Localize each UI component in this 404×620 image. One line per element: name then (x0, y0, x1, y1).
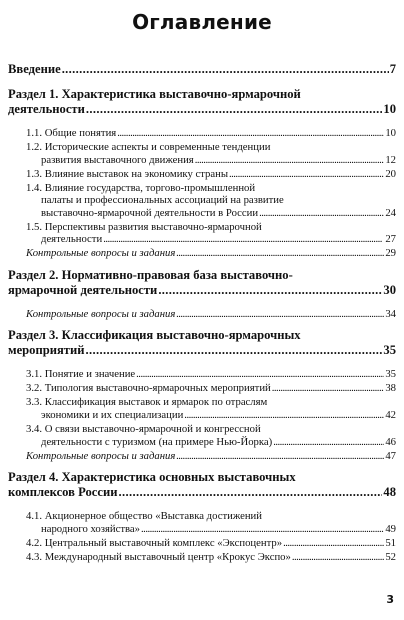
toc-entry-text: 1.4. Влияние государства, торгово-промышленной (26, 181, 256, 194)
toc-questions-entry[interactable] (8, 308, 396, 321)
toc-entry-text: комплексов России (8, 485, 118, 500)
toc-section-entry[interactable] (8, 470, 396, 500)
toc-entry-text: 3.3. Классификация выставок и ярмарок по отраслям (26, 396, 268, 409)
dot-leader (62, 62, 389, 77)
toc-page-number: 51 (385, 536, 396, 549)
toc-subsection-entry[interactable] (8, 382, 396, 395)
toc-entry-text: деятельности с туризмом (на примере Нью-Йорка) (41, 435, 273, 448)
dot-leader (86, 102, 383, 117)
toc-entry-text: Контрольные вопросы и задания (26, 307, 176, 320)
dot-leader (86, 343, 383, 358)
toc-page-number: 30 (383, 282, 396, 297)
toc-section-entry[interactable] (8, 62, 396, 77)
toc-entry-text: 4.2. Центральный выставочный комплекс «Экспоцентр» (26, 536, 283, 549)
dot-leader (283, 537, 384, 550)
toc-section-entry[interactable] (8, 87, 396, 117)
toc-entry-text: 1.2. Исторические аспекты и современные тенденции (26, 140, 271, 153)
toc-entry-text: народного хозяйства» (41, 522, 141, 535)
toc-page-number: 12 (385, 153, 396, 166)
toc-page-number: 35 (383, 343, 396, 358)
toc-subsection-entry[interactable] (8, 368, 396, 381)
toc-subsection-entry[interactable] (8, 537, 396, 550)
dot-leader (141, 523, 384, 536)
toc-entry-text: Раздел 4. Характеристика основных выставочных (8, 470, 296, 485)
toc-page-number: 35 (385, 368, 396, 381)
toc-subsection-entry[interactable] (8, 510, 396, 535)
toc-entry-text: экономики и их специализации (41, 409, 184, 422)
dot-leader (158, 283, 382, 298)
toc-entry-text: палаты и профессиональных ассоциаций на развитие (41, 194, 284, 207)
toc-subsection-entry[interactable] (8, 127, 396, 140)
dot-leader (103, 233, 384, 246)
toc-page-number: 20 (385, 167, 396, 180)
toc-entry-text: 1.3. Влияние выставок на экономику страны (26, 167, 228, 180)
dot-leader (118, 485, 382, 500)
toc-entry-text: Введение (8, 62, 61, 76)
toc-page-number: 42 (385, 409, 396, 422)
toc-entry-text: Раздел 2. Нормативно-правовая база выставочно- (8, 267, 293, 282)
toc-page-number: 49 (385, 522, 396, 535)
toc-page-number: 38 (385, 382, 396, 395)
page-title: Оглавление (132, 10, 272, 34)
dot-leader (176, 247, 384, 260)
toc-entry-text: ярмарочной деятельности (8, 282, 158, 297)
toc-page-number: 52 (385, 550, 396, 563)
toc-page-number: 10 (385, 127, 396, 139)
toc-entry-text: 4.3. Международный выставочный центр «Крокус Экспо» (26, 550, 291, 563)
toc-subsection-entry[interactable] (8, 141, 396, 166)
toc-subsection-entry[interactable] (8, 182, 396, 220)
dot-leader (136, 368, 384, 381)
toc-entry-text: деятельности (41, 233, 103, 246)
toc-entry-text: 1.5. Перспективы развития выставочно-ярмарочной (26, 220, 262, 233)
dot-leader (117, 127, 384, 140)
toc-questions-entry[interactable] (8, 247, 396, 260)
toc-entry-text: Раздел 3. Классификация выставочно-ярмарочных (8, 328, 301, 343)
toc-entry-text: 4.1. Акционерное общество «Выставка достижений (26, 510, 262, 523)
toc-entry-text: 1.1. Общие понятия (26, 127, 117, 139)
toc-subsection-entry[interactable] (8, 423, 396, 448)
toc-entry-text: Контрольные вопросы и задания (26, 247, 176, 260)
dot-leader (176, 450, 384, 463)
toc-entry-text: 3.4. О связи выставочно-ярмарочной и конгрессной (26, 423, 261, 436)
toc-questions-entry[interactable] (8, 450, 396, 463)
table-of-contents (8, 62, 396, 563)
toc-page-number: 7 (389, 62, 396, 76)
toc-entry-text: мероприятий (8, 343, 85, 358)
dot-leader (292, 551, 384, 564)
toc-page-number: 27 (385, 233, 396, 246)
toc-section-entry[interactable] (8, 268, 396, 298)
toc-entry-text: 3.1. Понятие и значение (26, 368, 136, 381)
toc-subsection-entry[interactable] (8, 221, 396, 246)
toc-page-number: 46 (385, 435, 396, 448)
dot-leader (184, 409, 384, 422)
dot-leader (259, 207, 384, 220)
toc-entry-text: выставочно-ярмарочной деятельности в России (41, 206, 259, 219)
toc-page-number: 47 (385, 449, 396, 462)
dot-leader (273, 436, 384, 449)
dot-leader (272, 382, 385, 395)
toc-section-entry[interactable] (8, 328, 396, 358)
toc-entry-text: деятельности (8, 102, 85, 116)
toc-subsection-entry[interactable] (8, 551, 396, 564)
dot-leader (229, 168, 384, 181)
toc-subsection-entry[interactable] (8, 168, 396, 181)
toc-page-number: 48 (383, 485, 396, 500)
toc-subsection-entry[interactable] (8, 396, 396, 421)
toc-page-number: 29 (385, 247, 396, 260)
toc-page-number: 10 (383, 102, 396, 116)
toc-entry-text: Контрольные вопросы и задания (26, 449, 176, 462)
page-number: 3 (386, 593, 394, 606)
dot-leader (195, 154, 385, 167)
toc-page-number: 34 (385, 307, 396, 320)
dot-leader (176, 308, 384, 321)
toc-page-number: 24 (385, 206, 396, 219)
toc-entry-text: развития выставочного движения (41, 153, 194, 166)
toc-entry-text: 3.2. Типология выставочно-ярмарочных мероприятий (26, 382, 271, 395)
toc-entry-text: Раздел 1. Характеристика выставочно-ярмарочной (8, 87, 301, 101)
